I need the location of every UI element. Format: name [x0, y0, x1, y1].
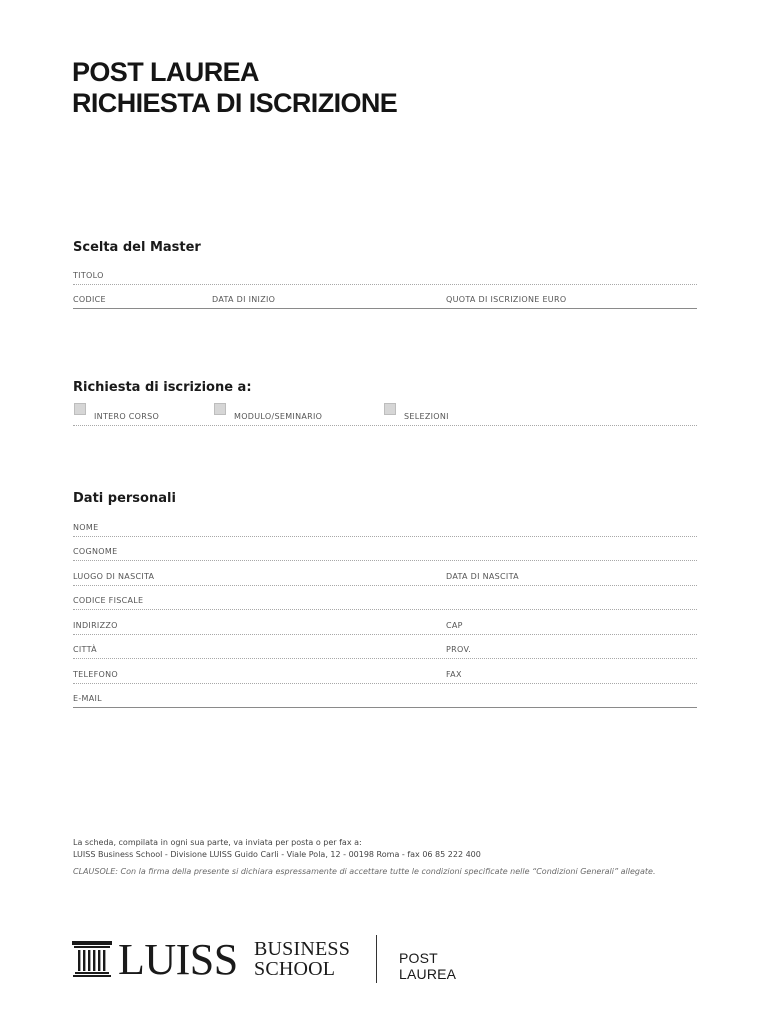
indirizzo-row[interactable] — [73, 610, 697, 635]
logo-division: POST LAUREA — [399, 950, 457, 982]
footer-instructions: La scheda, compilata in ogni sua parte, va inviata per posta o per fax a: — [73, 838, 362, 847]
codice-label: CODICE — [73, 295, 106, 304]
footer-address: LUISS Business School - Divisione LUISS Guido Carli - Viale Pola, 12 - 00198 Roma - fax 06 85 222 400 — [73, 850, 481, 859]
footer-clausole: CLAUSOLE: Con la firma della presente si dichiara espressamente di accettare tutte le condizioni specificate nelle “Condizioni Generali” allegate. — [73, 867, 656, 876]
page-title — [72, 57, 397, 119]
codice-row — [73, 285, 697, 310]
logo-sub-1: BUSINESS — [254, 938, 351, 960]
luiss-logo — [72, 933, 492, 983]
logo-business-school — [254, 939, 350, 979]
nascita-row[interactable] — [73, 561, 697, 586]
nome-field[interactable] — [73, 512, 697, 537]
citta-row[interactable] — [73, 635, 697, 660]
fax-label: FAX — [446, 669, 462, 679]
logo-divider — [376, 935, 377, 983]
selezioni-checkbox[interactable] — [384, 403, 396, 415]
master-section-heading: Scelta del Master — [73, 240, 201, 255]
logo-sub-2: SCHOOL — [254, 958, 336, 980]
selezioni-label: SELEZIONI — [404, 411, 449, 421]
email-label: E-MAIL — [73, 694, 102, 703]
column-icon — [72, 941, 112, 977]
citta-label: CITTÀ — [73, 645, 97, 654]
telefono-label: TELEFONO — [73, 669, 119, 679]
modulo-seminario-label: MODULO/SEMINARIO — [234, 411, 323, 421]
richiesta-section-heading: Richiesta di iscrizione a: — [73, 380, 252, 395]
codice-fiscale-label: CODICE FISCALE — [73, 596, 144, 605]
page-title-line-1: POST LAUREA — [72, 57, 259, 87]
titolo-label: TITOLO — [73, 270, 104, 280]
richiesta-options-row — [73, 401, 697, 426]
email-field[interactable] — [73, 684, 697, 709]
page-title-line-2: RICHIESTA DI ISCRIZIONE — [72, 88, 398, 118]
luogo-nascita-label: LUOGO DI NASCITA — [73, 571, 155, 581]
codice-fiscale-field[interactable] — [73, 586, 697, 611]
cognome-label: COGNOME — [73, 547, 118, 556]
data-inizio-label: DATA DI INIZIO — [212, 295, 276, 304]
intero-corso-checkbox[interactable] — [74, 403, 86, 415]
indirizzo-label: INDIRIZZO — [73, 620, 118, 630]
quota-label: QUOTA DI ISCRIZIONE EURO — [446, 295, 567, 304]
prov-label: PROV. — [446, 645, 472, 654]
logo-brand: LUISS — [118, 935, 238, 984]
personali-section-heading: Dati personali — [73, 491, 176, 506]
titolo-field[interactable] — [73, 260, 697, 285]
cognome-field[interactable] — [73, 537, 697, 562]
data-nascita-label: DATA DI NASCITA — [446, 571, 519, 581]
modulo-seminario-checkbox[interactable] — [214, 403, 226, 415]
cap-label: CAP — [446, 620, 463, 630]
intero-corso-label: INTERO CORSO — [94, 411, 160, 421]
nome-label: NOME — [73, 522, 99, 532]
telefono-row[interactable] — [73, 659, 697, 684]
